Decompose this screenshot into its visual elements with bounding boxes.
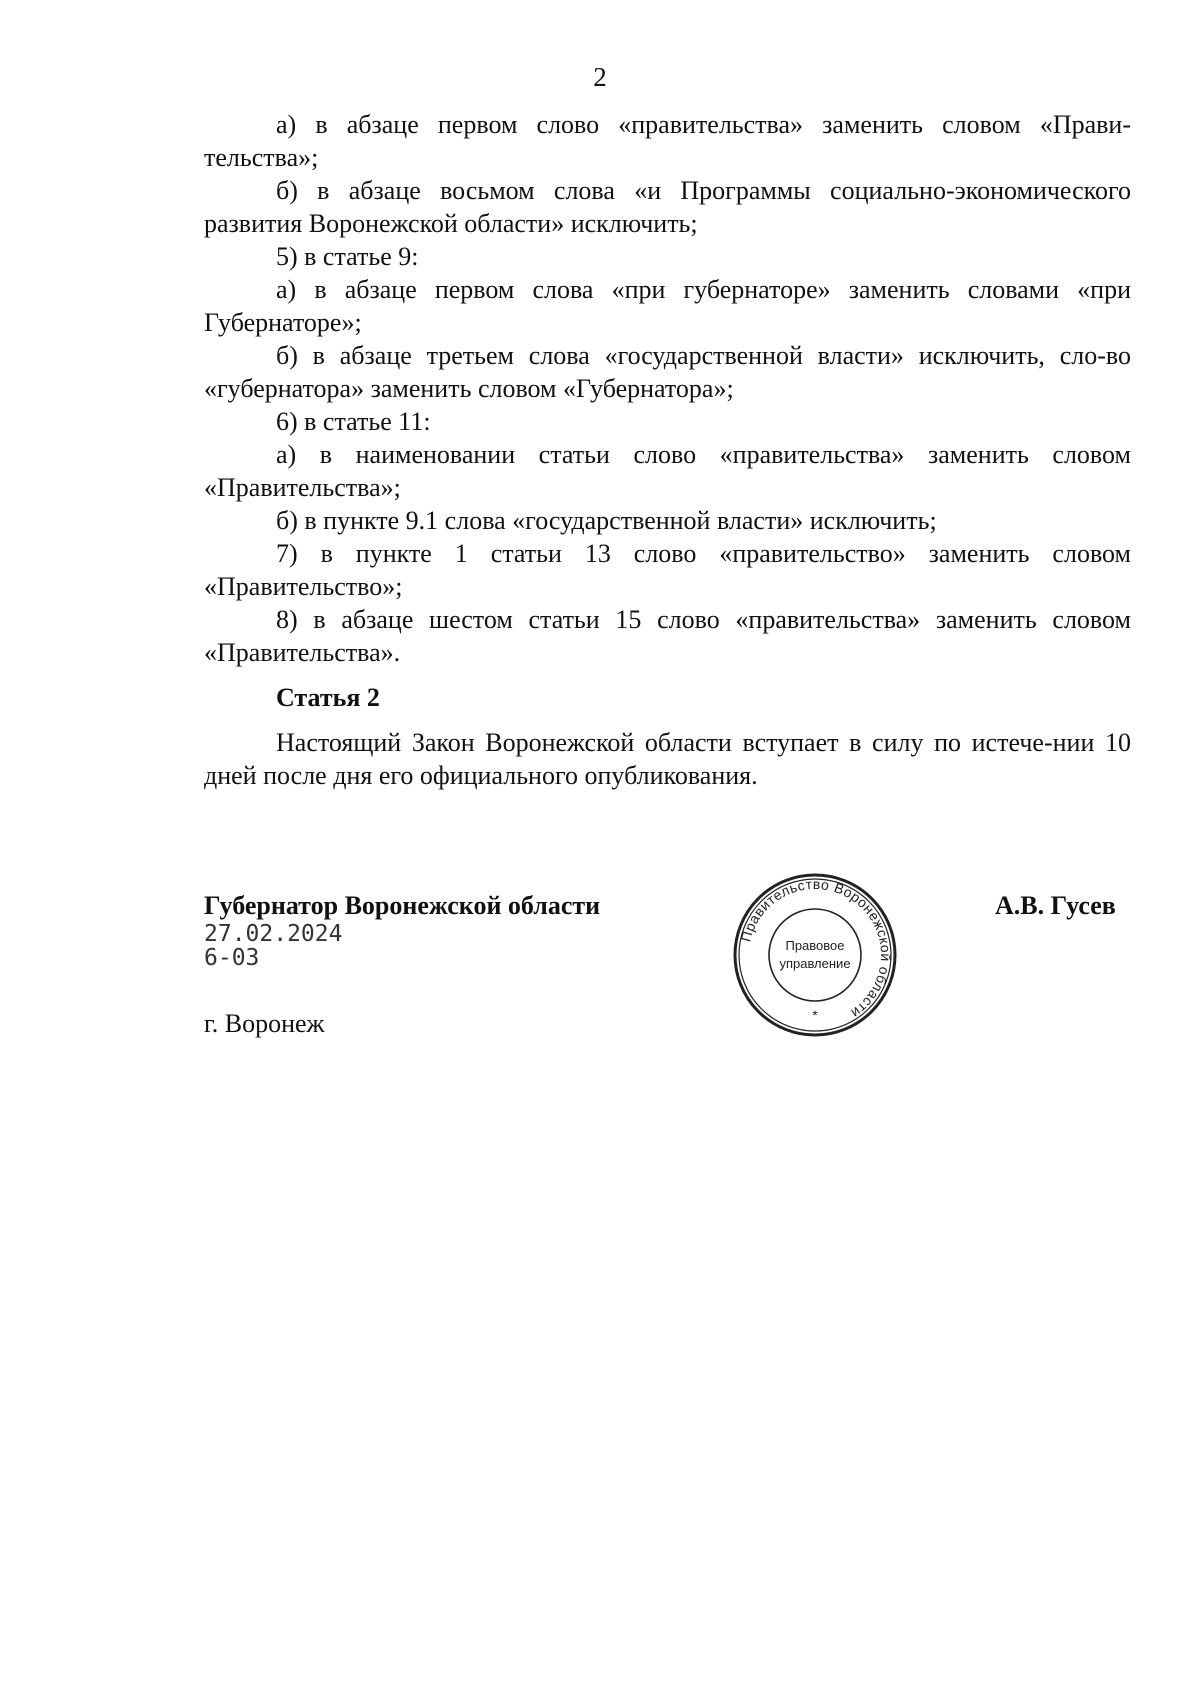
paragraph-4b: б) в абзаце восьмом слова «и Программы социально-экономического развития Воронежской области» исключить; <box>204 176 1131 238</box>
paragraph-6: 6) в статье 11: <box>276 407 431 436</box>
governor-title: Губернатор Воронежской области <box>204 891 601 920</box>
paragraph-7: 7) в пункте 1 статьи 13 слово «правительство» заменить словом «Правительство»; <box>204 539 1131 601</box>
stamp-inner-line2: управление <box>779 956 851 971</box>
page-number: 2 <box>593 62 607 92</box>
article-heading: Статья 2 <box>276 683 380 712</box>
document-body <box>204 108 1131 792</box>
law-date: 27.02.2024 <box>204 921 343 947</box>
paragraph-6a: а) в наименовании статьи слово «правительства» заменить словом «Правительства»; <box>204 440 1131 502</box>
paragraph-5b: б) в абзаце третьем слова «государственной власти» исключить, сло-во «губернатора» заменить словом «Губернатора»; <box>204 341 1131 403</box>
stamp-star: * <box>812 1007 818 1023</box>
stamp-inner-line1: Правовое <box>785 938 845 953</box>
law-number: 6-03 <box>204 945 260 971</box>
paragraph-5: 5) в статье 9: <box>276 242 419 271</box>
stamp-outer-text: Правительство Воронежской области <box>737 875 895 1022</box>
signature-block <box>204 890 600 1040</box>
article-text: Настоящий Закон Воронежской области вступает в силу по истече-нии 10 дней после дня его официального опубликования. <box>204 728 1131 790</box>
paragraph-4a: а) в абзаце первом слово «правительства» заменить словом «Прави-тельства»; <box>204 110 1131 172</box>
city: г. Воронеж <box>204 1009 325 1038</box>
signer-name: А.В. Гусев <box>995 891 1116 920</box>
paragraph-8: 8) в абзаце шестом статьи 15 слово «правительства» заменить словом «Правительства». <box>204 605 1131 667</box>
official-stamp <box>730 870 900 1040</box>
paragraph-6b: б) в пункте 9.1 слова «государственной власти» исключить; <box>276 506 937 535</box>
paragraph-5a: а) в абзаце первом слова «при губернаторе» заменить словами «при Губернаторе»; <box>204 275 1131 337</box>
